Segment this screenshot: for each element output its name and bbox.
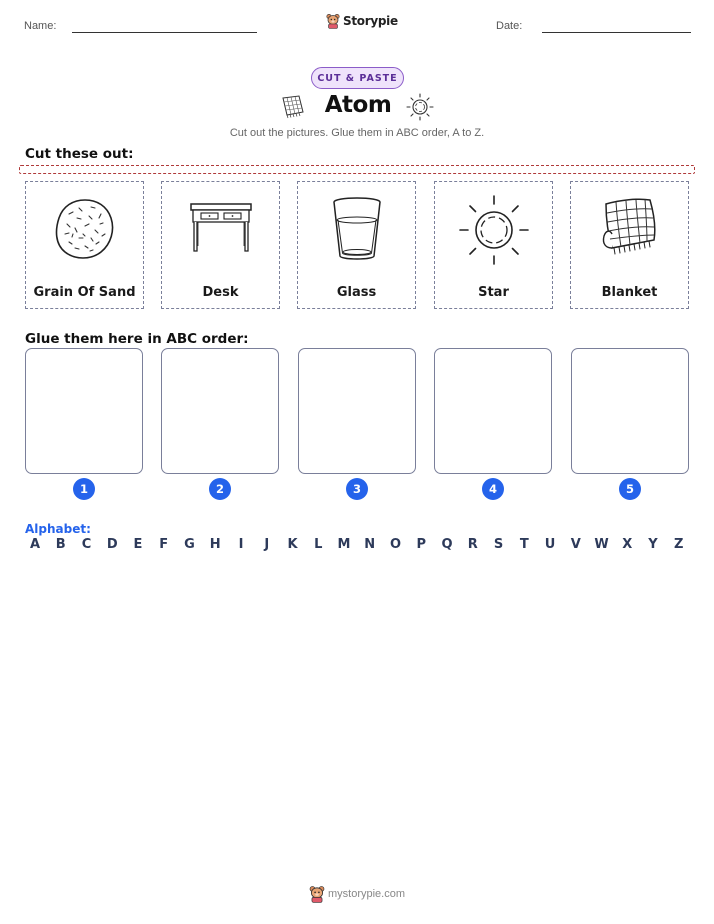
alphabet-letter: E <box>133 537 143 552</box>
card-label: Blanket <box>601 285 658 300</box>
alphabet-letter: I <box>238 537 244 552</box>
alphabet-letter: J <box>264 537 270 552</box>
cut-card-blanket[interactable] <box>570 181 689 309</box>
order-number-5: 5 <box>619 478 641 500</box>
footer <box>309 885 405 903</box>
alphabet-letter: A <box>29 537 41 552</box>
alphabet-letter: P <box>416 537 427 552</box>
alphabet-letter: T <box>519 537 529 552</box>
order-number-1: 1 <box>73 478 95 500</box>
glue-box-2[interactable] <box>161 348 279 474</box>
order-number-3: 3 <box>346 478 368 500</box>
alphabet-letter: B <box>55 537 66 552</box>
footer-link[interactable]: mystorypie.com <box>328 888 406 900</box>
cut-card-desk[interactable] <box>161 181 280 309</box>
alphabet-letter: L <box>314 537 323 552</box>
glue-box-5[interactable] <box>571 348 689 474</box>
date-label: Date: <box>496 20 523 32</box>
card-label: Glass <box>336 285 377 300</box>
alphabet-letter: F <box>159 537 169 552</box>
name-label: Name: <box>24 20 57 32</box>
desk-icon <box>181 190 261 270</box>
date-line[interactable] <box>542 32 691 33</box>
brand-logo <box>326 13 398 29</box>
brand-name: Storypie <box>343 14 398 28</box>
glue-box-1[interactable] <box>25 348 143 474</box>
star-icon <box>406 93 434 121</box>
order-number-2: 2 <box>209 478 231 500</box>
alphabet-row <box>25 537 689 552</box>
card-label: Desk <box>202 285 239 300</box>
bear-mascot-icon <box>326 13 340 29</box>
blanket-icon <box>279 94 307 120</box>
cut-card-grain-of-sand[interactable] <box>25 181 144 309</box>
name-line[interactable] <box>72 32 257 33</box>
alphabet-letter: R <box>467 537 478 552</box>
star-icon <box>454 190 534 270</box>
alphabet-letter: N <box>364 537 376 552</box>
glue-section-heading: Glue them here in ABC order: <box>25 331 249 347</box>
glue-box-4[interactable] <box>434 348 552 474</box>
alphabet-letter: U <box>544 537 556 552</box>
activity-badge: CUT & PASTE <box>311 67 404 89</box>
glue-box-3[interactable] <box>298 348 416 474</box>
grain-of-sand-icon <box>45 190 125 270</box>
alphabet-letter: H <box>209 537 221 552</box>
alphabet-letter: X <box>622 537 633 552</box>
card-label: Grain Of Sand <box>33 285 136 300</box>
alphabet-label: Alphabet: <box>25 522 91 536</box>
alphabet-letter: C <box>81 537 92 552</box>
cut-card-glass[interactable] <box>297 181 416 309</box>
cut-card-star[interactable] <box>434 181 553 309</box>
alphabet-letter: W <box>594 537 609 552</box>
glass-icon <box>317 190 397 270</box>
blanket-icon <box>590 190 670 270</box>
card-label: Star <box>478 285 509 300</box>
bear-mascot-icon <box>309 885 325 903</box>
alphabet-letter: S <box>493 537 504 552</box>
cut-line <box>19 165 695 174</box>
order-number-4: 4 <box>482 478 504 500</box>
alphabet-letter: K <box>287 537 298 552</box>
instructions: Cut out the pictures. Glue them in ABC order, A to Z. <box>229 127 485 139</box>
alphabet-letter: Q <box>441 537 453 552</box>
alphabet-letter: Y <box>648 537 658 552</box>
alphabet-letter: V <box>570 537 581 552</box>
alphabet-letter: G <box>184 537 195 552</box>
cut-section-heading: Cut these out: <box>25 146 134 162</box>
alphabet-letter: O <box>389 537 402 552</box>
alphabet-letter: Z <box>674 537 684 552</box>
alphabet-letter: D <box>106 537 118 552</box>
alphabet-letter: M <box>337 537 351 552</box>
page-title: Atom <box>324 92 392 118</box>
